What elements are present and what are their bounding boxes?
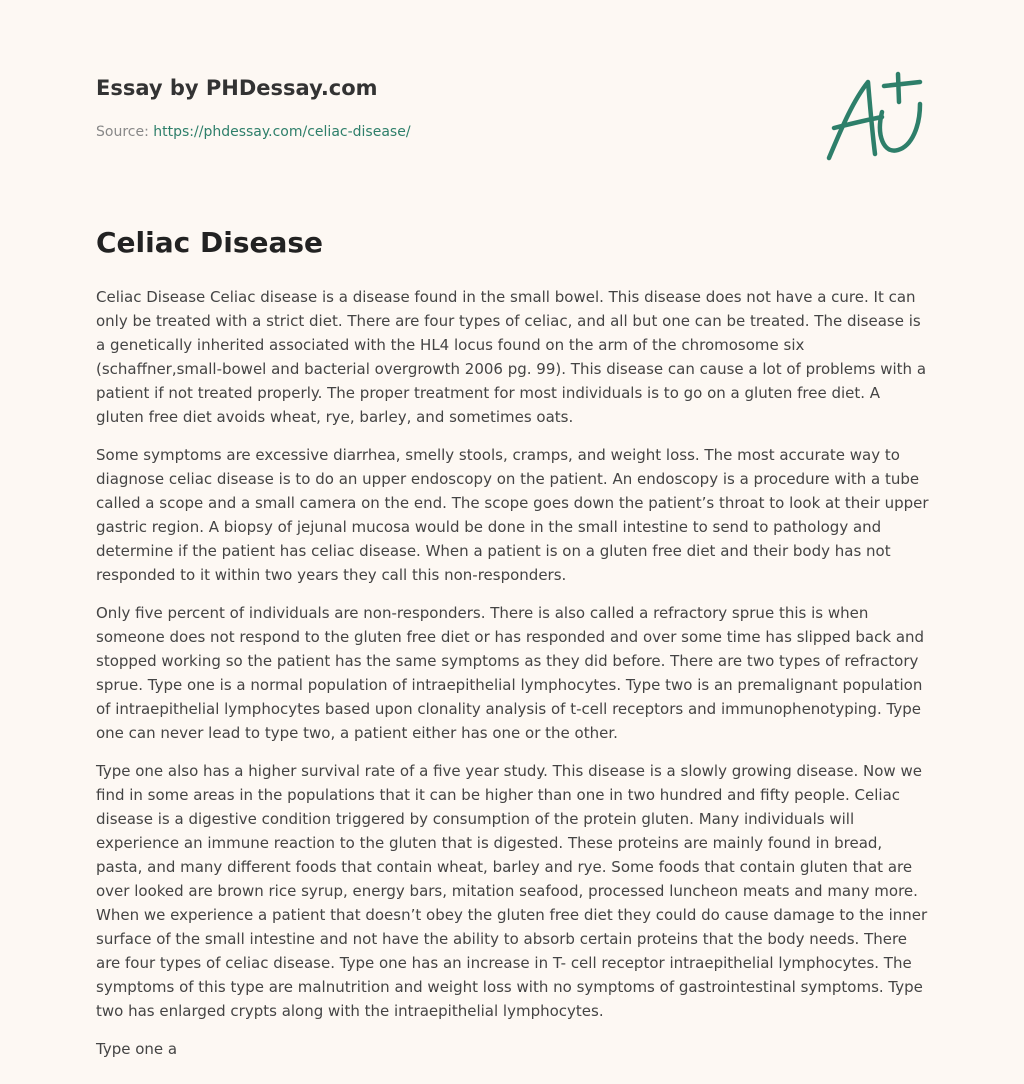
- essay-paragraph: Celiac Disease Celiac disease is a disease found in the small bowel. This disease does not have a cure. It can only be treated with a strict diet. There are four types of celiac, and all but one can be treated. The disease is a genetically inherited associated with the HL4 locus found on the arm of the chromosome six (schaffner,small-bowel and bacterial overgrowth 2006 pg. 99). This disease can cause a lot of problems with a patient if not treated properly. The proper treatment for most individuals is to go on a gluten free diet. A gluten free diet avoids wheat, rye, barley, and sometimes oats.: [96, 288, 927, 426]
- essay-paragraph: Only five percent of individuals are non-responders. There is also called a refractory sprue this is when someone does not respond to the gluten free diet or has responded and over some time has slipped back and stopped working so the patient has the same symptoms as they did before. There are two types of refractory sprue. Type one is a normal population of intraepithelial lymphocytes. Type two is an premalignant population of intraepithelial lymphocytes based upon clonality analysis of t-cell receptors and immunophenotyping. Type one can never lead to type two, a patient either has one or the other.: [96, 604, 925, 742]
- source-line: [96, 124, 411, 140]
- essay-paragraph: Some symptoms are excessive diarrhea, smelly stools, cramps, and weight loss. The most accurate way to diagnose celiac disease is to do an upper endoscopy on the patient. An endoscopy is a procedure with a tube called a scope and a small camera on the end. The scope goes down the patient’s throat to look at their upper gastric region. A biopsy of jejunal mucosa would be done in the small intestine to send to pathology and determine if the patient has celiac disease. When a patient is on a gluten free diet and their body has not responded to it within two years they call this non-responders.: [96, 446, 929, 584]
- site-title: Essay by PHDessay.com: [96, 76, 378, 100]
- source-label: Source:: [96, 124, 149, 140]
- essay-title: Celiac Disease: [96, 226, 324, 259]
- essay-paragraph: Type one also has a higher survival rate of a five year study. This disease is a slowly growing disease. Now we find in some areas in the populations that it can be higher than one in two hundred and fifty people. Celiac disease is a digestive condition triggered by consumption of the protein gluten. Many individuals will experience an immune reaction to the gluten that is digested. These proteins are mainly found in bread, pasta, and many different foods that contain wheat, barley and rye. Some foods that contain gluten that are over looked are brown rice syrup, energy bars, mitation seafood, processed luncheon meats and many more. When we experience a patient that doesn’t obey the gluten free diet they could do cause damage to the inner surface of the small intestine and not have the ability to absorb certain proteins that the body needs. There are four types of celiac disease. Type one has an increase in T- cell receptor intraepithelial lymphocytes. The symptoms of this type are malnutrition and weight loss with no symptoms of gastrointestinal symptoms. Type two has enlarged crypts along with the intraepithelial lymphocytes.: [96, 762, 928, 1020]
- a-plus-logo-icon: [820, 68, 928, 166]
- essay-paragraph: Type one a: [96, 1040, 178, 1058]
- source-link[interactable]: https://phdessay.com/celiac-disease/: [153, 124, 411, 140]
- essay-body: [96, 285, 932, 1075]
